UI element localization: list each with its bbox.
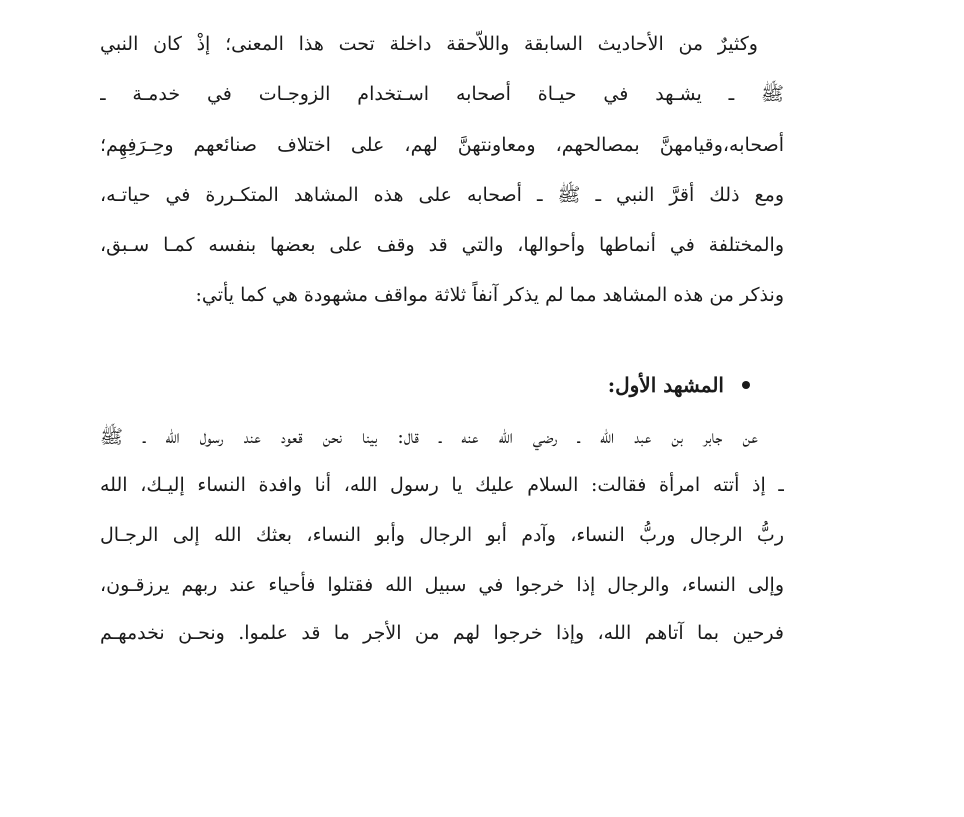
hadith-line-2: ـ إذ أتته امرأة فقالت: السلام عليك يا رسول الله، أنا وافدة النساء إليـك، الله: [100, 474, 784, 496]
hadith-line-4: وإلى النساء، والرجال إذا خرجوا في سبيل الله فقتلوا فأحياء عند ربهم يرزقـون،: [100, 574, 784, 596]
hadith-paragraph: [100, 420, 784, 660]
section-heading-text: المشهد الأول:: [607, 373, 724, 397]
hadith-line-3: ربُّ الرجال وربُّ النساء، وآدم أبو الرجال وأبو النساء، بعثك الله إلى الرجـال: [100, 524, 784, 546]
intro-line-5: والمختلفة في أنماطها وأحوالها، والتي قد وقف على بعضها بنفسه كمـا سـبق،: [100, 234, 784, 256]
hadith-line-1: عن جابر بن عبد الله ـ رضي الله عنه ـ قال: بينا نحن قعود عند رسول الله ـ ﷺ: [100, 426, 758, 448]
intro-line-3: أصحابه،وقيامهنَّ بمصالحهم، ومعاونتهنَّ لهم، على اختلاف صنائعهم وحِـرَفِهِم؛: [100, 134, 784, 156]
intro-line-6: ونذكر من هذه المشاهد مما لم يذكر آنفاً ثلاثة مواقف مشهودة هي كما يأتي:: [195, 284, 784, 306]
intro-line-4: ومع ذلك أقرَّ النبي ـ ﷺ ـ أصحابه على هذه المشاهد المتكـررة في حياتـه،: [100, 184, 784, 206]
intro-paragraph: [100, 27, 784, 306]
bullet-icon: [742, 381, 750, 389]
intro-line-1: وكثيرٌ من الأحاديث السابقة واللاّحقة داخلة تحت هذا المعنى؛ إذْ كان النبي: [100, 33, 758, 55]
section-heading: [100, 368, 750, 402]
intro-line-2: ﷺ ـ يشـهد في حيـاة أصحابه اسـتخدام الزوجـات في خدمـة ـ: [100, 83, 784, 105]
hadith-line-5: فرحين بما آتاهم الله، وإذا خرجوا لهم من الأجر ما قد علموا. ونحـن نخدمهـم: [100, 622, 784, 644]
